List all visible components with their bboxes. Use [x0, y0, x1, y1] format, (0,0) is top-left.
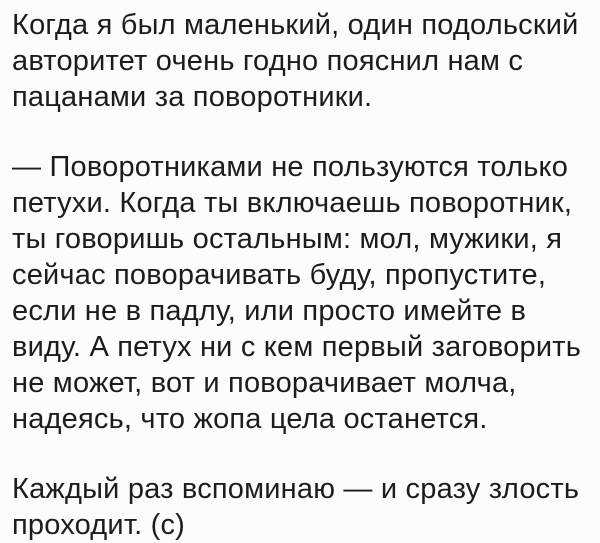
text-line: Когда я был маленький, один подольский: [12, 9, 579, 41]
text-line: проходит. (с): [12, 509, 186, 541]
text-line: ты говоришь остальным: мол, мужики, я: [12, 223, 563, 255]
paragraph-intro: [12, 7, 600, 115]
text-line: петухи. Когда ты включаешь поворотник,: [12, 187, 573, 219]
text-line: пацанами за поворотники.: [12, 81, 373, 113]
paragraph-outro: [12, 471, 600, 543]
text-line: надеясь, что жопа цела останется.: [12, 403, 488, 435]
text-line: — Поворотниками не пользуются только: [12, 151, 569, 183]
text-line: виду. А петух ни с кем первый заговорить: [12, 331, 582, 363]
text-line: сейчас поворачивать буду, пропустите,: [12, 259, 547, 291]
paragraph-quote: [12, 149, 600, 437]
text-line: если не в падлу, или просто имейте в: [12, 295, 527, 327]
text-line: Каждый раз вспоминаю — и сразу злость: [12, 473, 580, 505]
text-line: не может, вот и поворачивает молча,: [12, 367, 517, 399]
text-line: авторитет очень годно пояснил нам с: [12, 45, 524, 77]
